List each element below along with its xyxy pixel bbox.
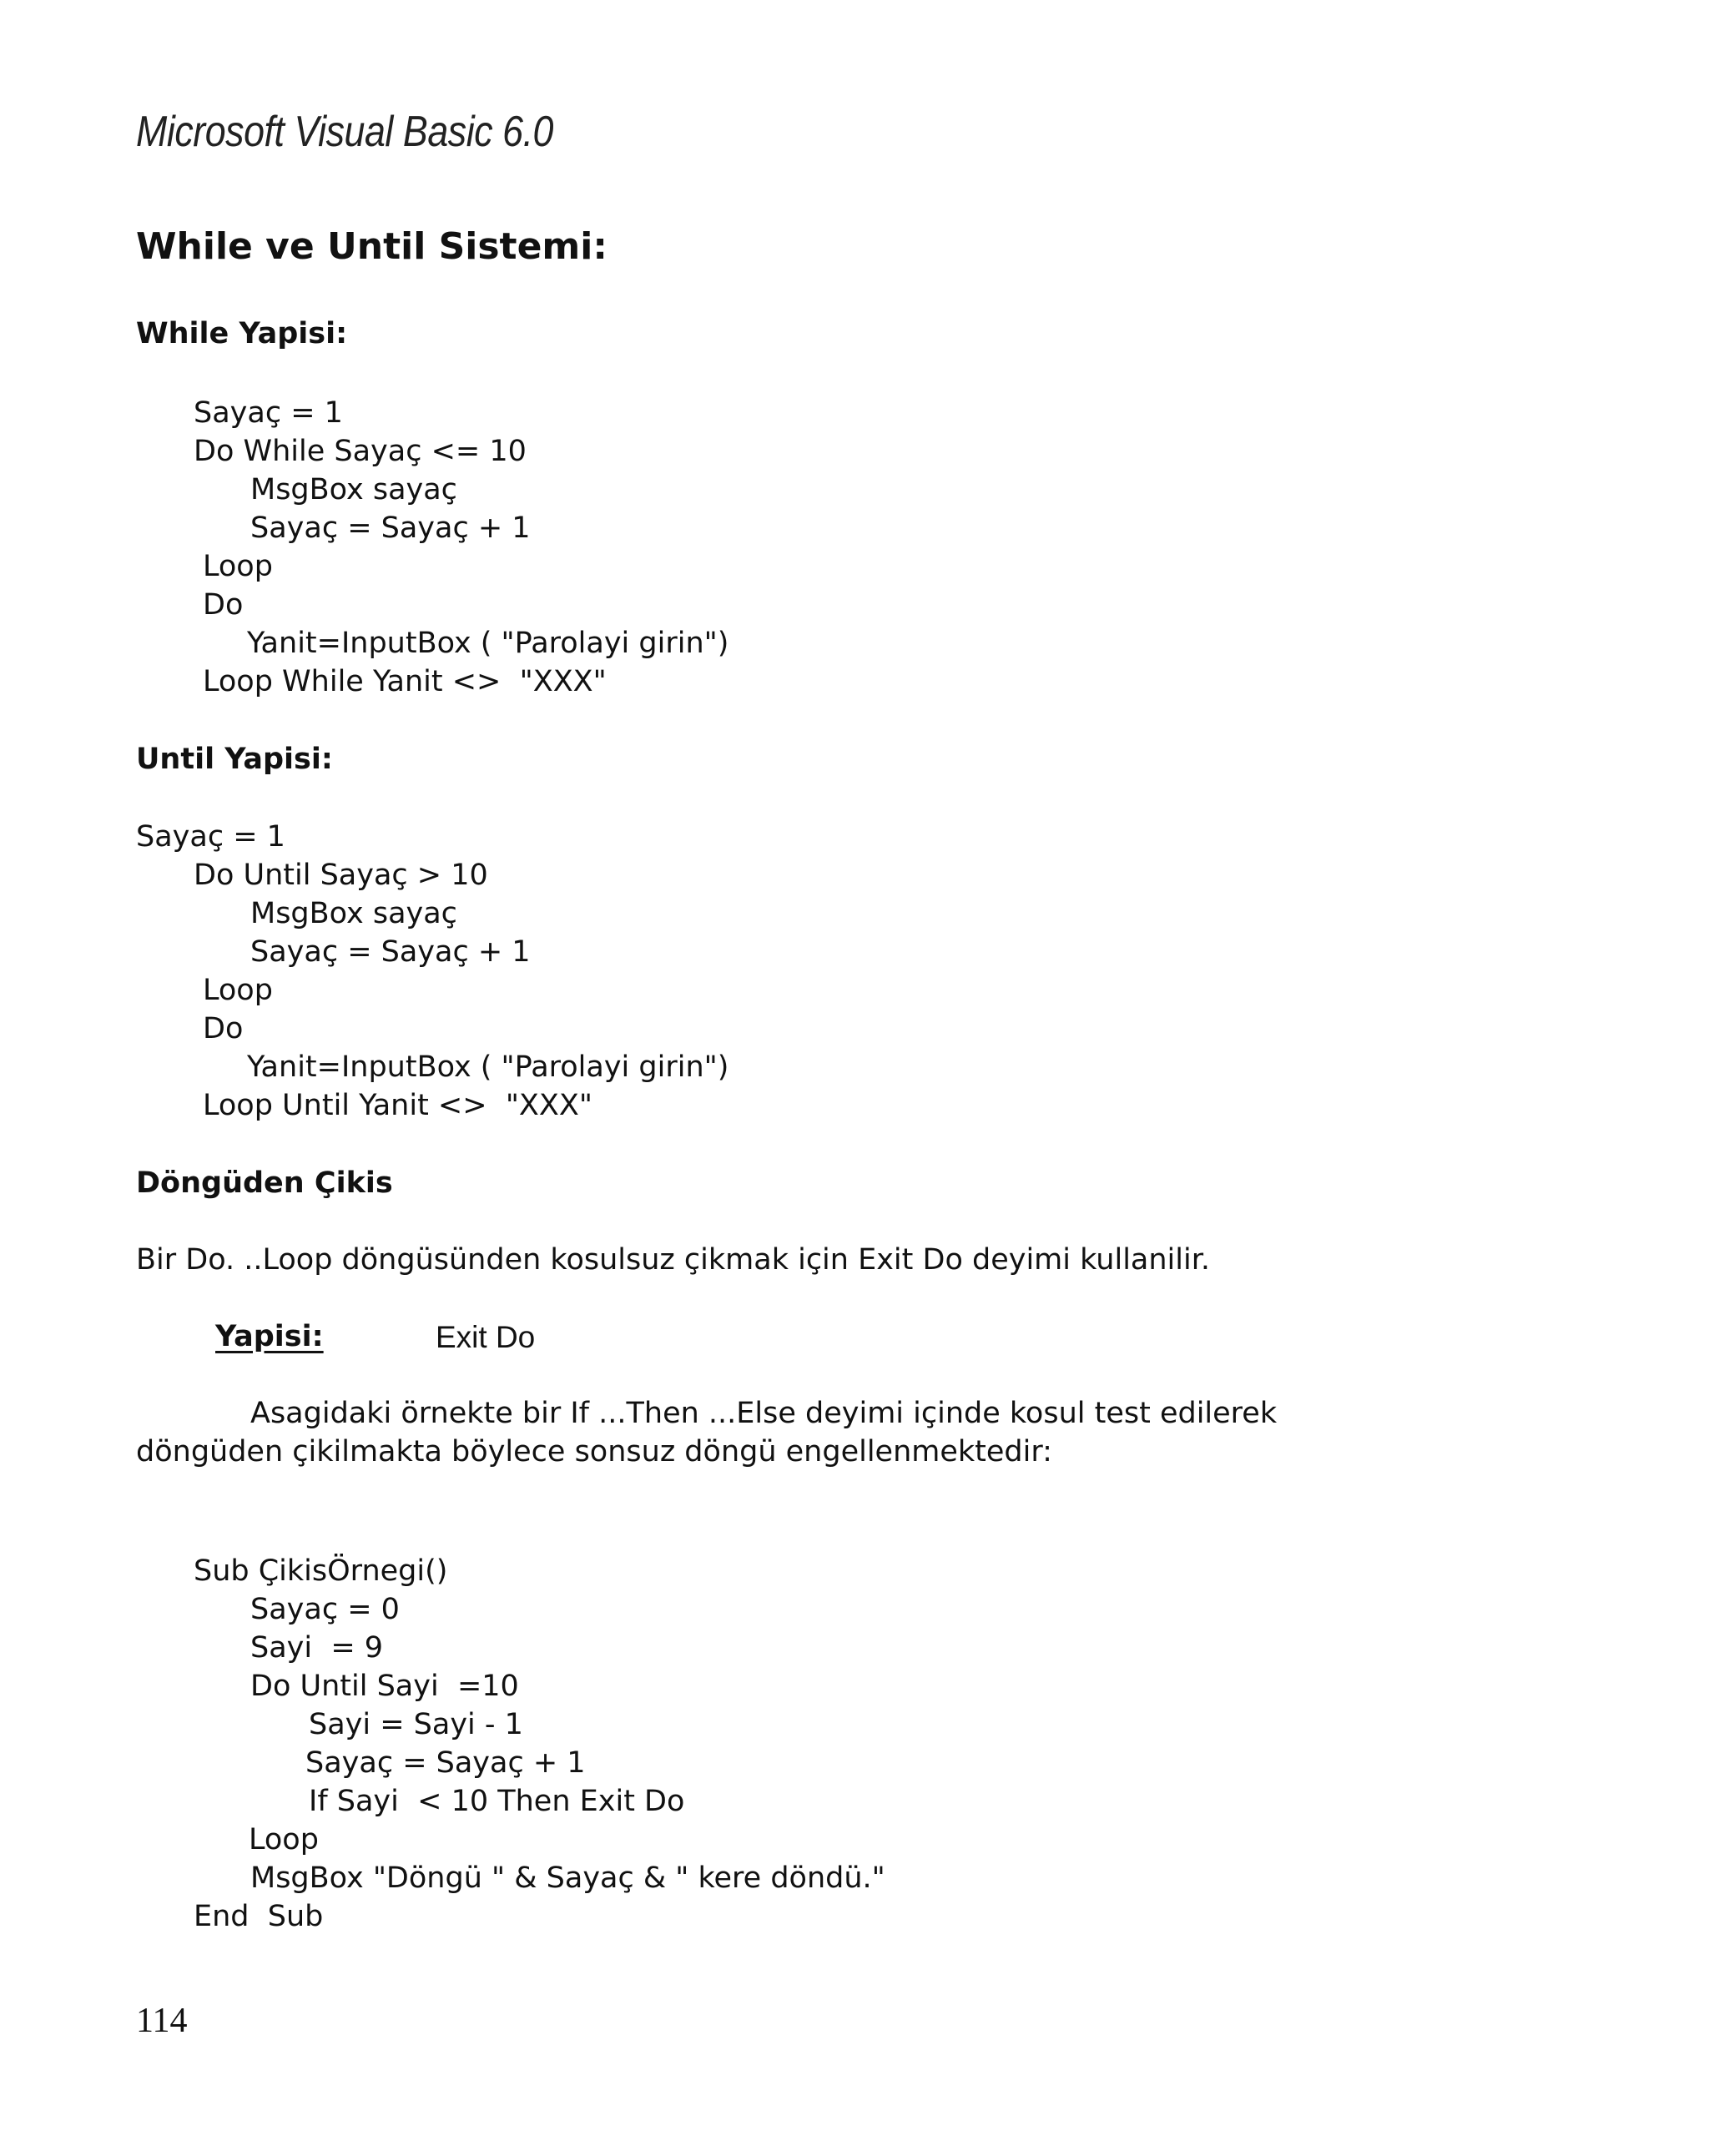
- code-line: Sayaç = Sayaç + 1: [250, 511, 531, 545]
- code-line: Do: [203, 1012, 244, 1045]
- code-line: MsgBox sayaç: [250, 473, 457, 506]
- code-line: Sayaç = 1: [194, 396, 343, 430]
- code-line: Do Until Sayaç > 10: [194, 859, 488, 892]
- code-line: Loop: [203, 974, 273, 1007]
- exit-heading: Döngüden Çikis: [136, 1166, 393, 1200]
- code-line: Sayaç = 1: [136, 820, 285, 854]
- code-line: Sayi = 9: [250, 1631, 384, 1665]
- syntax-value: Exit Do: [436, 1320, 536, 1354]
- until-heading: Until Yapisi:: [136, 743, 333, 776]
- code-line: MsgBox sayaç: [250, 897, 457, 930]
- code-line: Do While Sayaç <= 10: [194, 435, 527, 468]
- paragraph-line: Asagidaki örnekte bir If ...Then ...Else deyimi içinde kosul test edilerek: [250, 1397, 1278, 1430]
- exit-intro: Bir Do. ..Loop döngüsünden kosulsuz çikmak için Exit Do deyimi kullanilir.: [136, 1243, 1211, 1277]
- code-line: Loop While Yanit <> "XXX": [203, 665, 607, 698]
- code-line: End Sub: [194, 1900, 324, 1933]
- code-line: Loop: [203, 550, 273, 583]
- code-line: Yanit=InputBox ( "Parolayi girin"): [247, 1050, 729, 1084]
- code-line: Do Until Sayi =10: [250, 1670, 519, 1703]
- code-line: Yanit=InputBox ( "Parolayi girin"): [247, 627, 729, 660]
- code-line: Sayaç = Sayaç + 1: [250, 935, 531, 969]
- code-line: Loop Until Yanit <> "XXX": [203, 1089, 592, 1122]
- paragraph-line: döngüden çikilmakta böylece sonsuz döngü engellenmektedir:: [136, 1435, 1052, 1468]
- code-line: MsgBox "Döngü " & Sayaç & " kere döndü.": [250, 1861, 885, 1895]
- while-heading: While Yapisi:: [136, 317, 348, 350]
- code-line: Loop: [249, 1823, 319, 1856]
- syntax-label: Yapisi:: [215, 1320, 324, 1353]
- section-title: While ve Until Sistemi:: [136, 225, 607, 268]
- code-line: Sayi = Sayi - 1: [309, 1708, 523, 1741]
- code-line: Sayaç = Sayaç + 1: [305, 1746, 586, 1780]
- code-line: Sub ÇikisÖrnegi(): [194, 1554, 448, 1588]
- code-line: If Sayi < 10 Then Exit Do: [309, 1785, 685, 1818]
- page-number: 114: [136, 2002, 188, 2040]
- code-line: Do: [203, 588, 244, 622]
- running-header: Microsoft Visual Basic 6.0: [136, 108, 554, 156]
- code-line: Sayaç = 0: [250, 1593, 400, 1626]
